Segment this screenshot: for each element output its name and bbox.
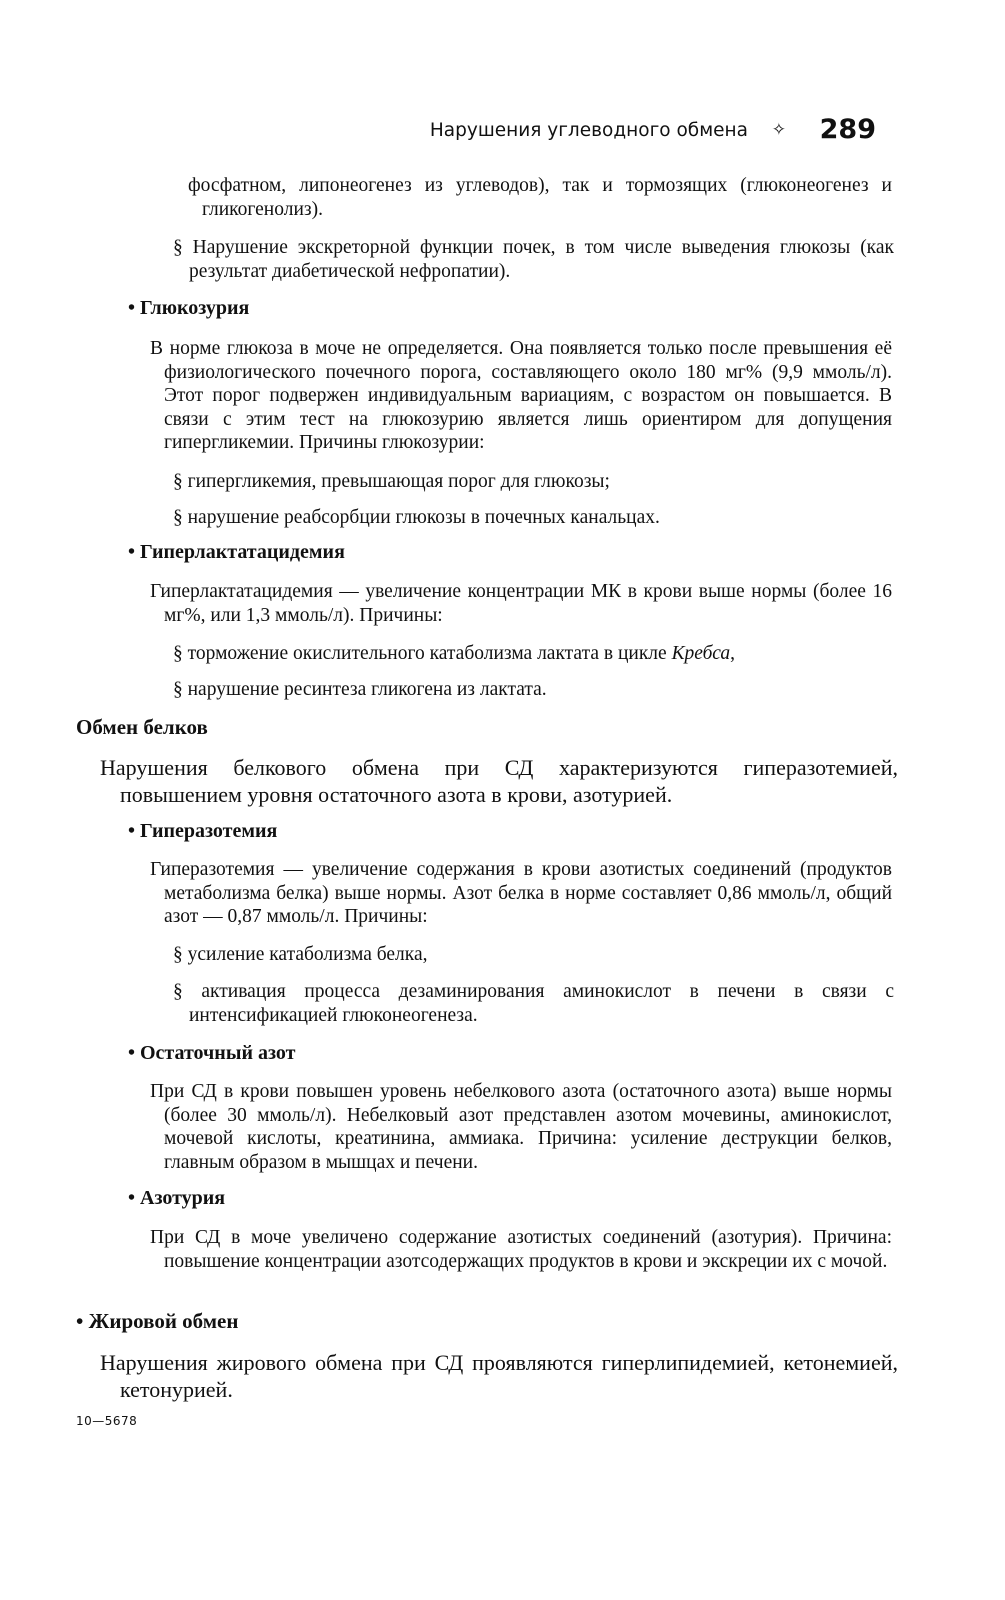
paragraph-hyperazotemia: Гиперазотемия — увеличение содержания в крови азотистых соединений (продуктов метаболизма белка) выше нормы. Азот белка в норме составляет 0,86 ммоль/л, общий азот — 0,87 ммоль/л. Причины: [150,859,892,927]
list-item-kidney: § Нарушение экскреторной функции почек, в том числе выведения глюкозы (как результат диабетической нефропатии). [173,237,894,282]
paragraph-glucosuria: В норме глюкоза в моче не определяется. Она появляется только после превышения её физиологического почечного порога, составляющего около 180 мг% (9,9 ммоль/л). Этот порог подвержен индивидуальным вариациям, с возрастом он повышается. В связи с этим тест на глюкозурию является лишь ориентиром для допущения гипергликемии. Причины глюкозурии: [150,338,892,453]
subheading-azoturia: • Азотурия [128,1187,226,1209]
list-item: § активация процесса дезаминирования аминокислот в печени в связи с интенсификацией глюконеогенеза. [173,981,894,1026]
paragraph-hyperlactatacidemia: Гиперлактатацидемия — увеличение концентрации МК в крови выше нормы (более 16 мг%, или 1,3 ммоль/л). Причины: [150,581,892,626]
paragraph-protein: Нарушения белкового обмена при СД характеризуются гиперазотемией, повышением уровня остаточного азота в крови, азотурией. [100,755,898,807]
page-header [420,114,878,148]
list-item: § торможение окислительного катаболизма лактата в цикле Кребса, [173,643,735,664]
subheading-hyperlactatacidemia: • Гиперлактатацидемия [128,541,345,563]
printer-signature: 10—5678 [76,1414,138,1428]
subheading-glucosuria: • Глюкозурия [128,297,250,319]
continued-paragraph: фосфатном, липонеогенез из углеводов), так и тормозящих (глюконеогенез и гликогенолиз). [188,175,892,220]
section-heading-protein: Обмен белков [76,715,208,739]
list-item: § нарушение ресинтеза гликогена из лактата. [173,679,547,700]
paragraph-fat: Нарушения жирового обмена при СД проявляются гиперлипидемией, кетонемией, кетонурией. [100,1350,898,1402]
list-item: § гипергликемия, превышающая порог для глюкозы; [173,471,610,492]
subheading-residual-nitrogen: • Остаточный азот [128,1042,296,1064]
running-title: Нарушения углеводного обмена [429,120,748,141]
subheading-hyperazotemia: • Гиперазотемия [128,820,278,842]
paragraph-residual-nitrogen: При СД в крови повышен уровень небелкового азота (остаточного азота) выше нормы (более 30 ммоль/л). Небелковый азот представлен азотом мочевины, аминокислот, мочевой кислоты, креатинина, аммиака. Причина: усиление деструкции белков, главным образом в мышцах и печени. [150,1081,892,1173]
page-number: 289 [819,114,876,145]
diamond-icon: ✧ [771,120,786,140]
list-item: § нарушение реабсорбции глюкозы в почечных канальцах. [173,507,660,528]
section-heading-fat: • Жировой обмен [76,1309,239,1333]
list-item: § усиление катаболизма белка, [173,944,428,965]
paragraph-azoturia: При СД в моче увеличено содержание азотистых соединений (азотурия). Причина: повышение концентрации азотсодержащих продуктов в крови и экскреции их с мочой. [150,1227,892,1272]
